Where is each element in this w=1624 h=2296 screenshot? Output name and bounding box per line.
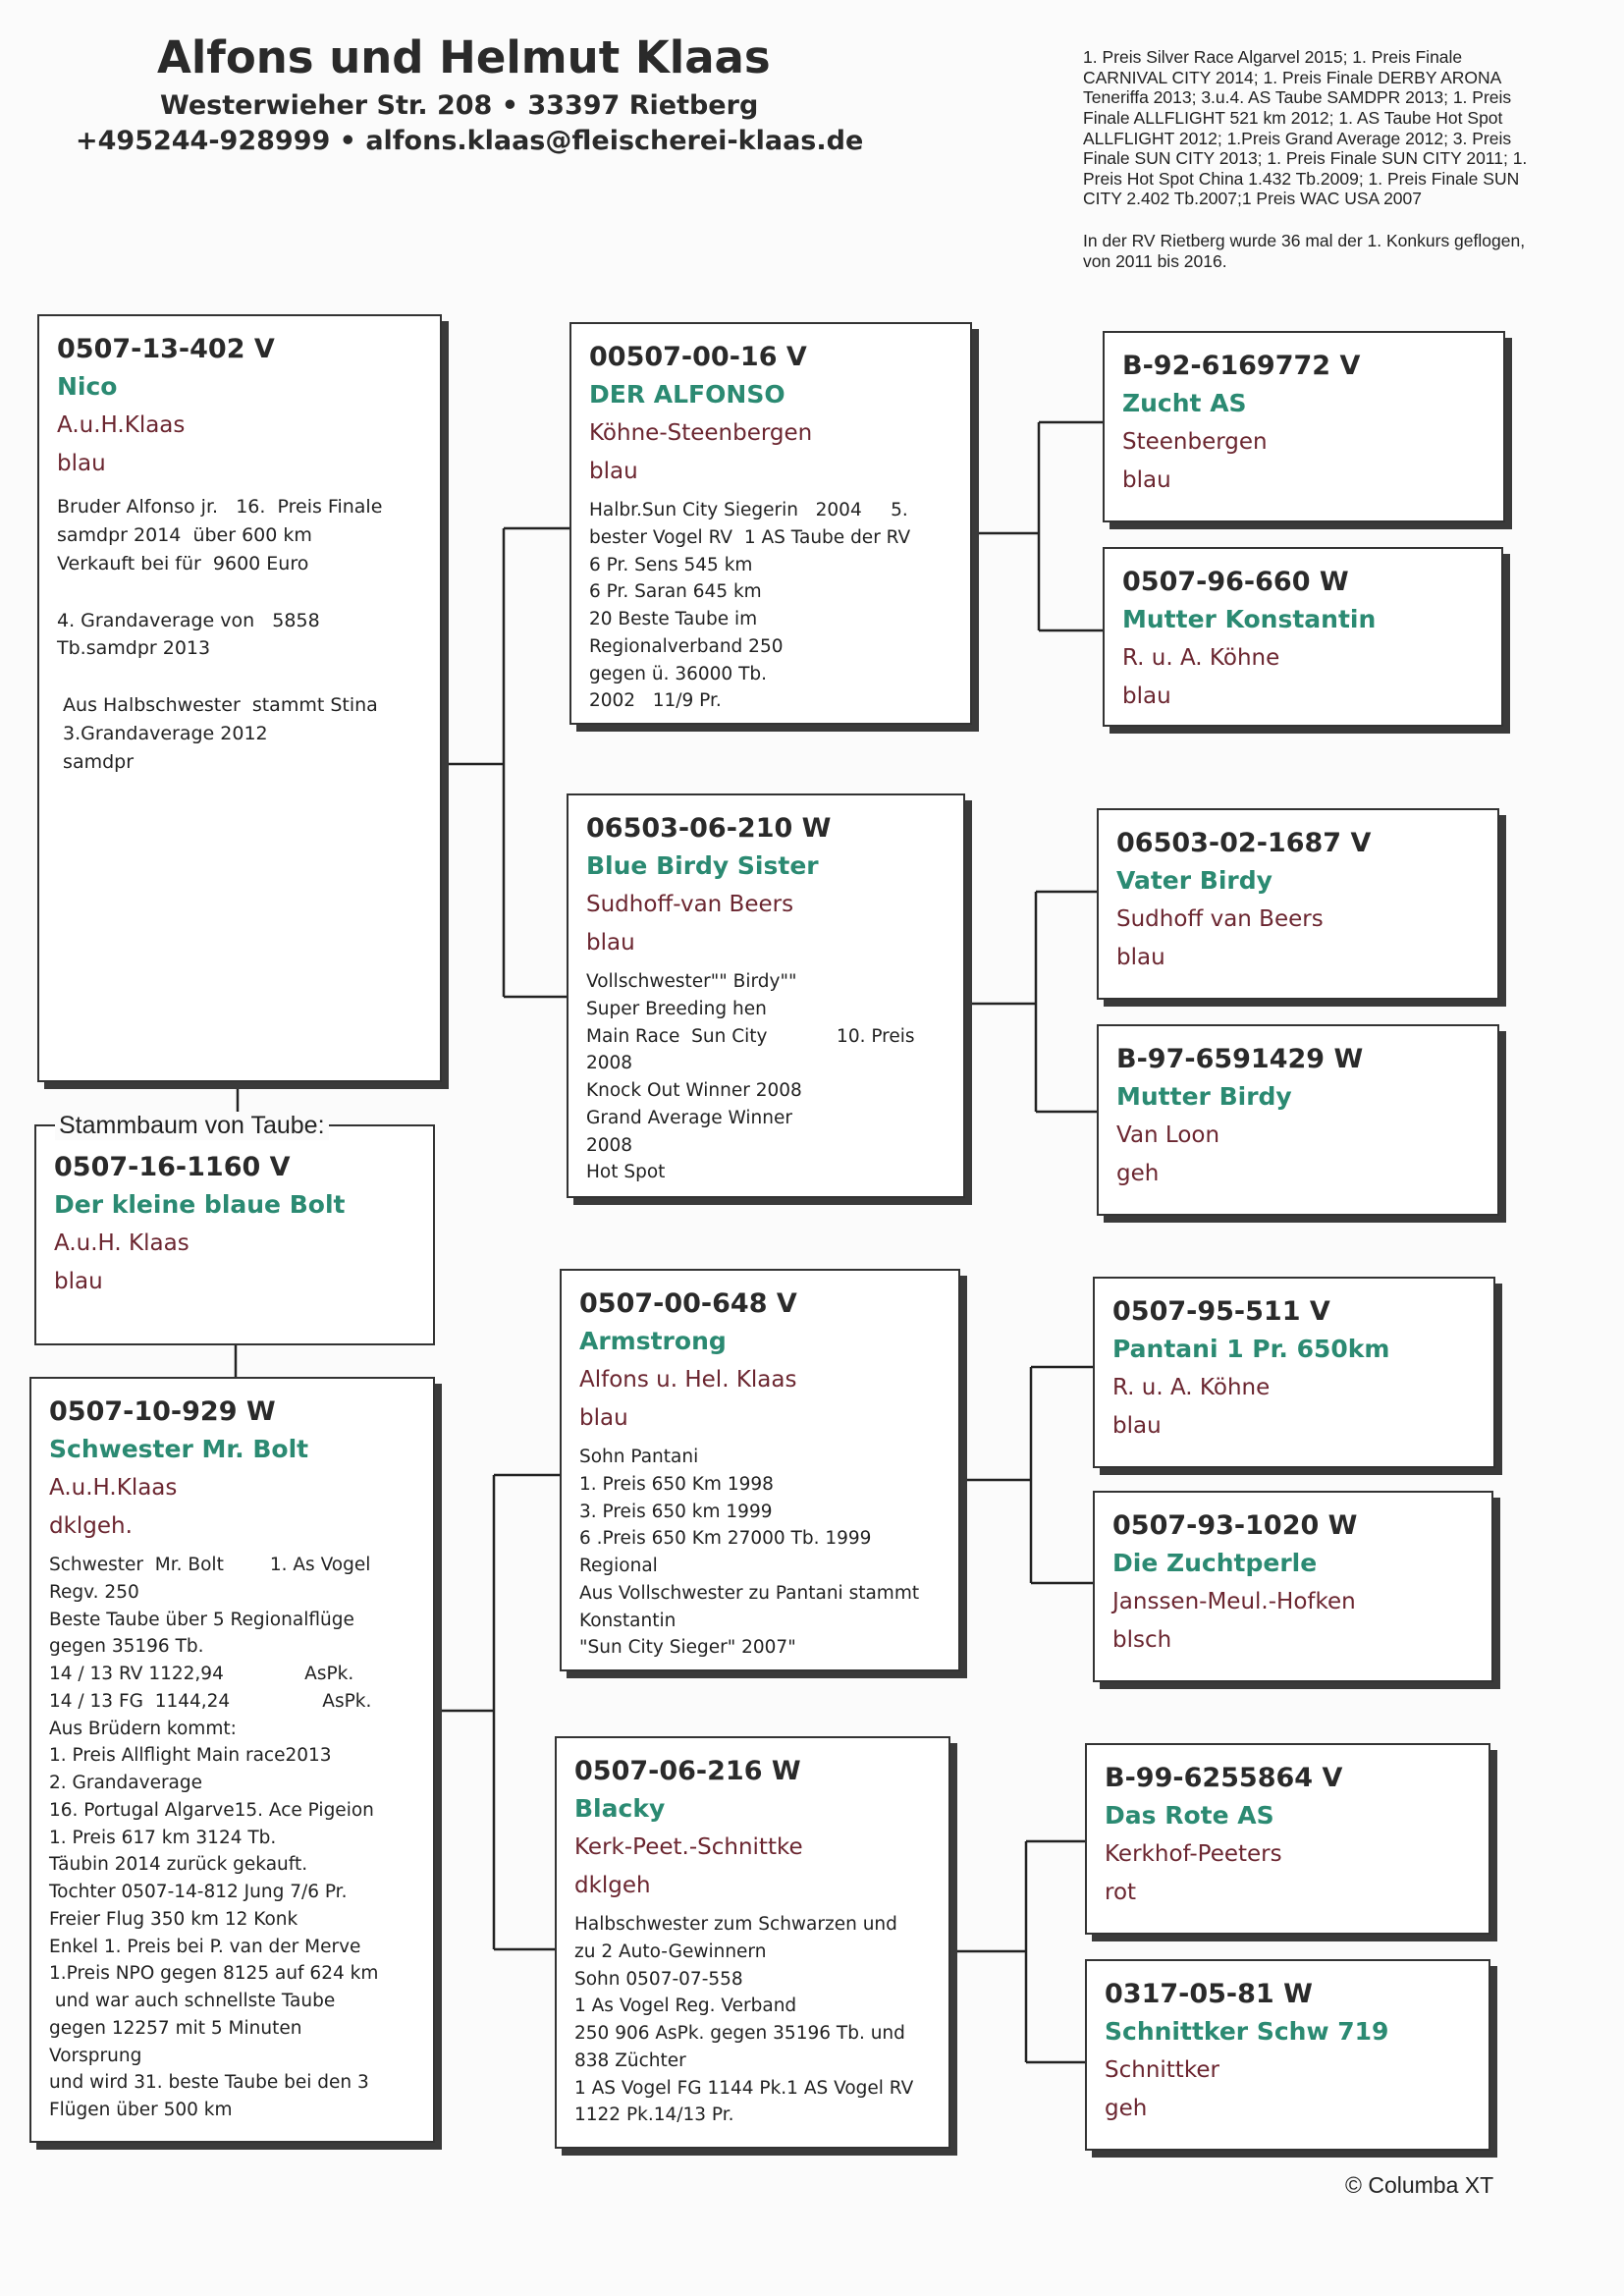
ring-number: 0507-95-511 V: [1112, 1296, 1330, 1327]
note-line: 2008: [586, 1053, 633, 1074]
note-line: Halbr.Sun City Siegerin 2004 5.: [589, 500, 908, 521]
ring-number: 0507-06-216 W: [574, 1756, 801, 1786]
note-line: 3. Preis 650 km 1999: [579, 1501, 773, 1522]
note-line: 2. Grandaverage: [49, 1773, 203, 1794]
pigeon-color: blau: [54, 1268, 103, 1294]
note-line: 1.Preis NPO gegen 8125 auf 624 km: [49, 1963, 379, 1985]
ring-number: 06503-02-1687 V: [1116, 828, 1372, 858]
card-mother: [29, 1377, 435, 2143]
note-line: Konstantin: [579, 1610, 677, 1631]
ring-number: 0507-10-929 W: [49, 1396, 276, 1427]
card-father-father: [569, 322, 972, 725]
note-line: Vollschwester"" Birdy"": [586, 971, 797, 993]
note-line: und wird 31. beste Taube bei den 3: [49, 2072, 369, 2094]
note-line: Halbschwester zum Schwarzen und: [574, 1914, 897, 1936]
pigeon-color: blau: [589, 458, 638, 484]
copyright-notice: © Columba XT: [1345, 2172, 1494, 2198]
pigeon-name: Nico: [57, 372, 118, 402]
pigeon-name: Vater Birdy: [1116, 866, 1272, 896]
note-line: 6 Pr. Saran 645 km: [589, 581, 762, 603]
note-line: Enkel 1. Preis bei P. van der Merve: [49, 1936, 361, 1957]
note-line: [57, 663, 424, 691]
pigeon-name: Armstrong: [579, 1327, 727, 1356]
pigeon-name: Blue Birdy Sister: [586, 851, 819, 881]
note-line: 6 .Preis 650 Km 27000 Tb. 1999: [579, 1528, 872, 1550]
performance-notes: [579, 1444, 943, 1662]
breeder: R. u. A. Köhne: [1122, 644, 1280, 671]
pigeon-color: blau: [1116, 944, 1165, 970]
breeder: Steenbergen: [1122, 428, 1268, 455]
card-mother-mother: [555, 1736, 950, 2149]
breeder-address: Westerwieher Str. 208 • 33397 Rietberg: [160, 90, 759, 121]
performance-notes: [49, 1552, 417, 2124]
pigeon-color: dklgeh: [574, 1872, 651, 1898]
note-line: 1. Preis Allflight Main race2013: [49, 1745, 332, 1767]
performance-notes: [57, 493, 424, 777]
note-line: und war auch schnellste Taube: [49, 1991, 336, 2012]
note-line: Tochter 0507-14-812 Jung 7/6 Pr.: [49, 1882, 348, 1903]
note-line: Sohn Pantani: [579, 1447, 699, 1468]
pigeon-color: dklgeh.: [49, 1512, 133, 1539]
note-line: Hot Spot: [586, 1162, 666, 1183]
card-mother-father: [560, 1269, 960, 1671]
pigeon-name: Pantani 1 Pr. 650km: [1112, 1335, 1390, 1364]
ring-number: 0507-16-1160 V: [54, 1152, 291, 1182]
note-line: Aus Halbschwester stammt Stina: [57, 694, 378, 717]
card-fff: [1103, 331, 1505, 522]
pigeon-color: blau: [1122, 683, 1171, 709]
performance-notes: [574, 1911, 933, 2129]
card-ffm: [1103, 547, 1503, 727]
card-mfm: [1093, 1491, 1493, 1682]
pigeon-name: Der kleine blaue Bolt: [54, 1190, 346, 1220]
breeder: A.u.H.Klaas: [49, 1474, 178, 1501]
pigeon-color: geh: [1116, 1160, 1160, 1186]
note-line: Vorsprung: [49, 2045, 142, 2066]
pigeon-color: rot: [1105, 1879, 1137, 1905]
pigeon-color: blsch: [1112, 1626, 1172, 1653]
note-line: Regionalverband 250: [589, 635, 784, 657]
pigeon-color: geh: [1105, 2095, 1148, 2121]
note-line: 6 Pr. Sens 545 km: [589, 554, 753, 575]
note-line: Schwester Mr. Bolt 1. As Vogel: [49, 1555, 371, 1576]
pigeon-name: Blacky: [574, 1794, 666, 1824]
note-line: Main Race Sun City 10. Preis: [586, 1025, 915, 1047]
awards-text: 1. Preis Silver Race Algarvel 2015; 1. Preis Finale CARNIVAL CITY 2014; 1. Preis Finale DERBY ARONA Teneriffa 2013; 3.u.4. AS Taube SAMDPR 2013; 1. Preis Finale ALLFLIGHT 521 km 2012; 1. AS Taube Hot Spot ALLFLIGHT 2012; 1.Preis Grand Average 2012; 3. Preis Finale SUN CITY 2013; 1. Preis Finale SUN CITY 2011; 1. Preis Hot Spot China 1.432 Tb.2009; 1. Preis Finale SUN CITY 2.402 Tb.2007;1 Preis WAC USA 2007: [1083, 47, 1528, 209]
note-line: 14 / 13 FG 1144,24 AsPk.: [49, 1690, 372, 1712]
note-line: Täubin 2014 zurück gekauft.: [49, 1854, 308, 1876]
note-line: 14 / 13 RV 1122,94 AsPk.: [49, 1664, 354, 1685]
pedigree-label: Stammbaum von Taube:: [55, 1112, 329, 1140]
note-line: Super Breeding hen: [586, 998, 767, 1019]
ring-number: 0507-13-402 V: [57, 334, 275, 364]
card-father-mother: [567, 793, 965, 1198]
pigeon-color: blau: [579, 1404, 628, 1431]
note-line: gegen 35196 Tb.: [49, 1636, 204, 1658]
note-line: 1. Preis 650 Km 1998: [579, 1473, 774, 1495]
note-line: 250 906 AsPk. gegen 35196 Tb. und: [574, 2023, 905, 2045]
note-line: "Sun City Sieger" 2007": [579, 1637, 796, 1659]
note-line: Bruder Alfonso jr. 16. Preis Finale: [57, 496, 383, 519]
note-line: bester Vogel RV 1 AS Taube der RV: [589, 526, 911, 548]
card-father: [37, 314, 442, 1082]
note-line: Tb.samdpr 2013: [57, 637, 211, 660]
note-line: samdpr 2014 über 600 km: [57, 523, 312, 546]
breeder: Schnittker: [1105, 2056, 1219, 2083]
note-line: Beste Taube über 5 Regionalflüge: [49, 1609, 354, 1630]
breeder: Janssen-Meul.-Hofken: [1112, 1588, 1356, 1614]
note-line: samdpr: [57, 750, 135, 773]
card-fmm: [1097, 1024, 1499, 1216]
note-line: 4. Grandaverage von 5858: [57, 609, 320, 631]
breeder: Kerkhof-Peeters: [1105, 1840, 1282, 1867]
ring-number: 0317-05-81 W: [1105, 1979, 1313, 2009]
pigeon-color: blau: [586, 929, 635, 956]
note-line: 1122 Pk.14/13 Pr.: [574, 2105, 734, 2126]
note-line: Aus Brüdern kommt:: [49, 1718, 237, 1739]
note-line: gegen 12257 mit 5 Minuten: [49, 2017, 302, 2039]
pigeon-name: Schwester Mr. Bolt: [49, 1435, 309, 1464]
ring-number: B-92-6169772 V: [1122, 351, 1361, 381]
pigeon-name: DER ALFONSO: [589, 380, 785, 410]
ring-number: 00507-00-16 V: [589, 342, 807, 372]
breeder: R. u. A. Köhne: [1112, 1374, 1271, 1400]
note-line: Regv. 250: [49, 1581, 139, 1603]
ring-number: 0507-93-1020 W: [1112, 1510, 1358, 1541]
breeder-contact: +495244-928999 • alfons.klaas@fleischerei-klaas.de: [76, 126, 864, 156]
note-line: 1. Preis 617 km 3124 Tb.: [49, 1827, 277, 1848]
note-line: 2008: [586, 1134, 633, 1156]
note-line: 3.Grandaverage 2012: [57, 723, 268, 745]
pigeon-name: Mutter Birdy: [1116, 1082, 1292, 1112]
breeder: Sudhoff-van Beers: [586, 891, 794, 917]
note-line: Knock Out Winner 2008: [586, 1080, 802, 1102]
note-line: 20 Beste Taube im: [589, 609, 758, 630]
note-line: 1 AS Vogel FG 1144 Pk.1 AS Vogel RV: [574, 2077, 914, 2099]
pigeon-color: blau: [1122, 466, 1171, 493]
card-subject: [34, 1124, 435, 1345]
note-line: Sohn 0507-07-558: [574, 1968, 743, 1990]
note-line: Aus Vollschwester zu Pantani stammt: [579, 1582, 920, 1604]
ring-number: B-97-6591429 W: [1116, 1044, 1364, 1074]
breeder-name-heading: Alfons und Helmut Klaas: [157, 31, 771, 83]
card-fmf: [1097, 808, 1499, 1000]
note-line: 2002 11/9 Pr.: [589, 690, 722, 712]
breeder: Köhne-Steenbergen: [589, 419, 813, 446]
note-line: gegen ü. 36000 Tb.: [589, 663, 767, 684]
pigeon-color: blau: [1112, 1412, 1162, 1439]
performance-notes: [586, 968, 947, 1186]
note-line: Regional: [579, 1556, 658, 1577]
note-line: Flügen über 500 km: [49, 2100, 233, 2121]
performance-notes: [589, 497, 954, 715]
note-line: 1 As Vogel Reg. Verband: [574, 1995, 797, 2017]
ring-number: 0507-96-660 W: [1122, 567, 1349, 597]
breeder: Van Loon: [1116, 1121, 1220, 1148]
note-line: Freier Flug 350 km 12 Konk: [49, 1908, 298, 1930]
breeder: A.u.H. Klaas: [54, 1230, 189, 1256]
note-line: [57, 578, 424, 607]
ring-number: 06503-06-210 W: [586, 813, 832, 844]
breeder: A.u.H.Klaas: [57, 411, 186, 438]
note-line: Verkauft bei für 9600 Euro: [57, 552, 309, 574]
ring-number: 0507-00-648 V: [579, 1288, 797, 1319]
pigeon-name: Das Rote AS: [1105, 1801, 1274, 1831]
note-line: 838 Züchter: [574, 2050, 686, 2071]
note-line: Grand Average Winner: [586, 1107, 792, 1128]
pigeon-name: Mutter Konstantin: [1122, 605, 1377, 634]
card-mff: [1093, 1277, 1495, 1468]
note-line: 16. Portugal Algarve15. Ace Pigeion: [49, 1799, 374, 1821]
breeder: Kerk-Peet.-Schnittke: [574, 1833, 803, 1860]
card-mmf: [1085, 1743, 1490, 1935]
awards-summary: [1083, 47, 1544, 293]
pigeon-name: Die Zuchtperle: [1112, 1549, 1318, 1578]
breeder: Sudhoff van Beers: [1116, 905, 1324, 932]
card-mmm: [1085, 1959, 1490, 2151]
breeder: Alfons u. Hel. Klaas: [579, 1366, 797, 1393]
note-line: zu 2 Auto-Gewinnern: [574, 1941, 767, 1962]
pigeon-name: Zucht AS: [1122, 389, 1247, 418]
pigeon-color: blau: [57, 450, 106, 476]
ring-number: B-99-6255864 V: [1105, 1763, 1343, 1793]
rv-konkurs-text: In der RV Rietberg wurde 36 mal der 1. Konkurs geflogen, von 2011 bis 2016.: [1083, 231, 1526, 271]
pigeon-name: Schnittker Schw 719: [1105, 2017, 1389, 2047]
